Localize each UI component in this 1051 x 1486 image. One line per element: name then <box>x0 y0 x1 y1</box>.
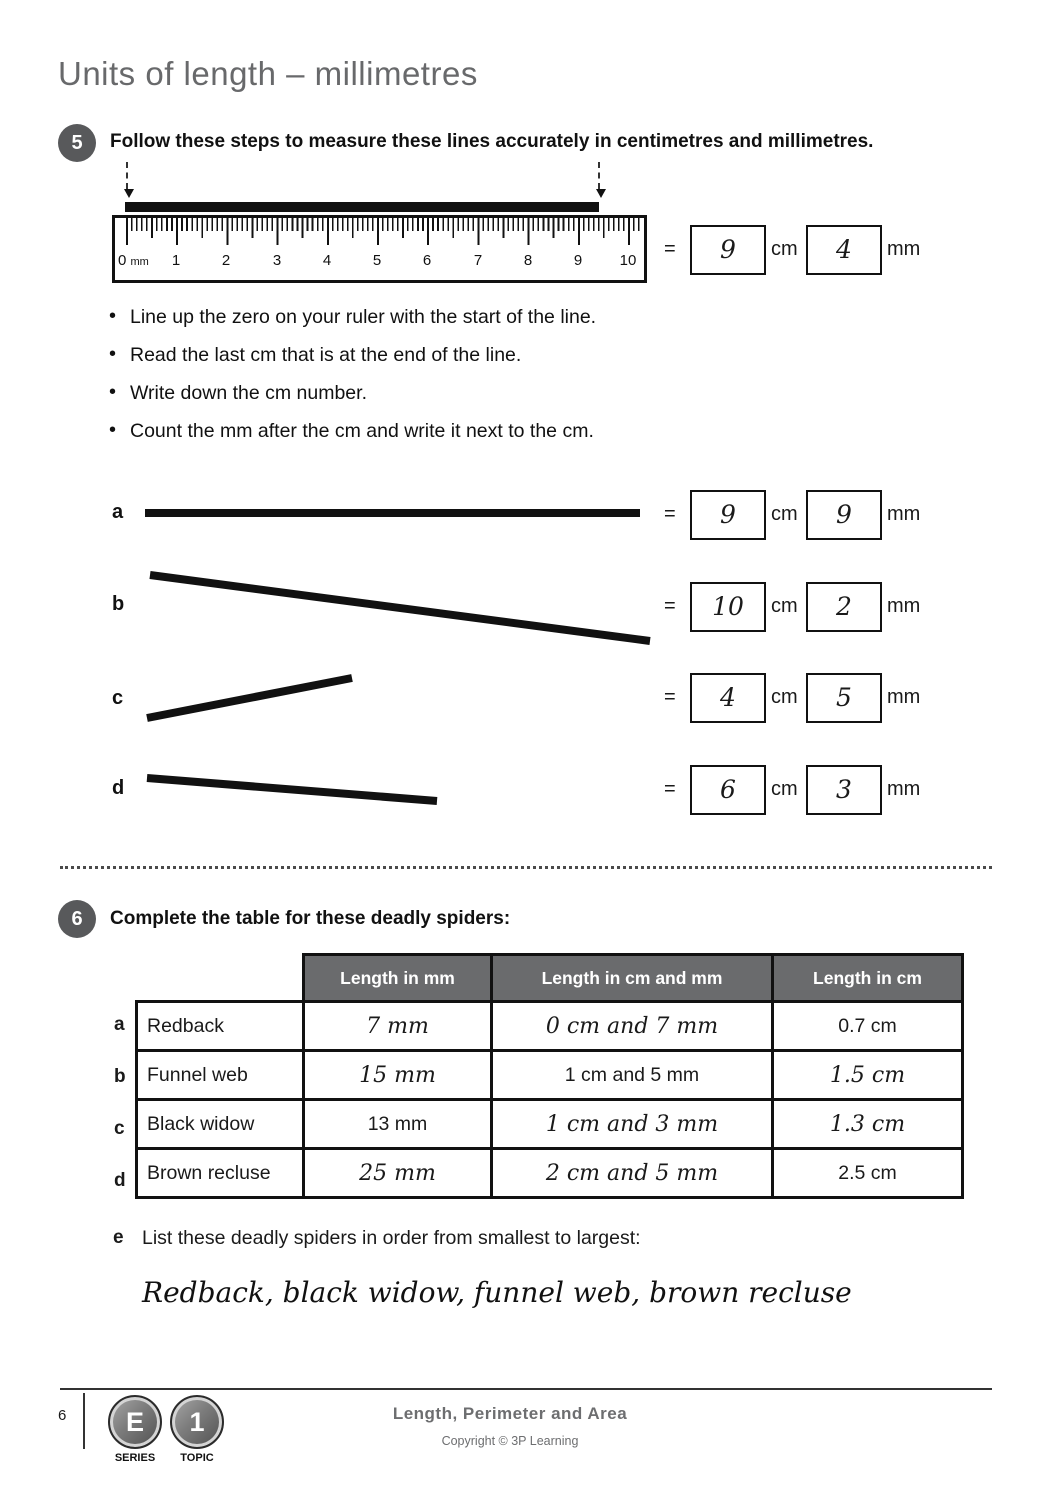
step-item: • Write down the cm number. <box>130 382 596 405</box>
spider-name-cell: Funnel web <box>137 1051 304 1100</box>
cm-unit-label: cm <box>771 595 798 617</box>
mm-value-cell[interactable]: 15 mm <box>304 1051 492 1100</box>
mm-value-cell[interactable]: 13 mm <box>304 1100 492 1149</box>
cm-unit-label: cm <box>771 686 798 708</box>
step-item: • Count the mm after the cm and write it next to the cm. <box>130 420 596 443</box>
line-label-d: d <box>112 777 125 799</box>
ruler-number-10: 10 <box>619 252 637 269</box>
answer-c-mm-box[interactable]: 5 <box>806 673 882 723</box>
table-row-label-b: b <box>114 1066 126 1087</box>
question-6-badge: 6 <box>58 900 96 938</box>
footer-copyright: Copyright © 3P Learning <box>441 1434 579 1448</box>
step-item: • Read the last cm that is at the end of the line. <box>130 344 596 367</box>
answer-a-mm-box[interactable]: 9 <box>806 490 882 540</box>
column-header-length-mm: Length in mm <box>304 955 492 1002</box>
answer-d-mm-box[interactable]: 3 <box>806 765 882 815</box>
mm-unit-label: mm <box>887 503 921 525</box>
mm-unit-label: mm <box>887 238 921 260</box>
measuring-steps-list <box>130 306 596 458</box>
ruler-number-5: 5 <box>372 252 382 269</box>
equals-sign: = <box>664 238 676 260</box>
footer-chapter-title: Length, Perimeter and Area <box>392 1404 628 1423</box>
answer-row-a <box>0 490 1051 540</box>
equals-sign: = <box>664 686 676 708</box>
answer-a-cm-box[interactable]: 9 <box>690 490 766 540</box>
item-e-label: e <box>113 1227 124 1248</box>
mm-value-cell[interactable]: 7 mm <box>304 1002 492 1051</box>
example-mm-answer-box[interactable]: 4 <box>806 225 882 275</box>
footer-divider <box>83 1393 85 1449</box>
cm-value-cell[interactable]: 1.5 cm <box>773 1051 963 1100</box>
equals-sign: = <box>664 503 676 525</box>
ruler-number-1: 1 <box>171 252 181 269</box>
end-marker-arrow-icon <box>598 162 600 189</box>
series-badge: E <box>108 1395 162 1449</box>
cm-and-mm-value-cell[interactable]: 1 cm and 5 mm <box>492 1051 773 1100</box>
mm-unit-label: mm <box>887 686 921 708</box>
table-row <box>137 1051 963 1100</box>
column-header-length-cm-and-mm: Length in cm and mm <box>492 955 773 1002</box>
footer-rule <box>60 1388 992 1390</box>
answer-b-cm-box[interactable]: 10 <box>690 582 766 632</box>
table-corner-cell <box>137 955 304 1002</box>
answer-c-cm-box[interactable]: 4 <box>690 673 766 723</box>
spider-name-cell: Redback <box>137 1002 304 1051</box>
topic-badge: 1 <box>170 1395 224 1449</box>
line-label-a: a <box>112 501 124 523</box>
mm-unit-label: mm <box>887 778 921 800</box>
ruler-number-2: 2 <box>221 252 231 269</box>
question-6-prompt: Complete the table for these deadly spiders: <box>110 908 511 929</box>
cm-unit-label: cm <box>771 778 798 800</box>
item-e-handwritten-answer[interactable]: Redback, black widow, funnel web, brown recluse <box>142 1276 852 1309</box>
cm-value-cell[interactable]: 0.7 cm <box>773 1002 963 1051</box>
page-title: Units of length – millimetres <box>58 55 478 92</box>
item-e-prompt: List these deadly spiders in order from smallest to largest: <box>142 1227 641 1249</box>
example-cm-answer-box[interactable]: 9 <box>690 225 766 275</box>
ruler-number-9: 9 <box>573 252 583 269</box>
ruler-number-3: 3 <box>272 252 282 269</box>
start-marker-arrow-icon <box>126 162 128 189</box>
dotted-divider <box>60 866 992 869</box>
cm-and-mm-value-cell[interactable]: 1 cm and 3 mm <box>492 1100 773 1149</box>
mm-unit-label: mm <box>887 595 921 617</box>
ruler-number-4: 4 <box>322 252 332 269</box>
measured-line-example <box>125 202 599 212</box>
topic-badge-label: TOPIC <box>180 1452 214 1464</box>
line-label-c: c <box>112 687 124 709</box>
example-answer-row <box>0 225 1051 275</box>
cm-unit-label: cm <box>771 238 798 260</box>
ruler-number-8: 8 <box>523 252 533 269</box>
cm-unit-label: cm <box>771 503 798 525</box>
equals-sign: = <box>664 778 676 800</box>
spider-table <box>135 953 964 1199</box>
series-badge-label: SERIES <box>114 1452 156 1464</box>
footer-page-number: 6 <box>58 1407 67 1424</box>
equals-sign: = <box>664 595 676 617</box>
cm-value-cell[interactable]: 2.5 cm <box>773 1149 963 1198</box>
spider-name-cell: Brown recluse <box>137 1149 304 1198</box>
mm-value-cell[interactable]: 25 mm <box>304 1149 492 1198</box>
cm-value-cell[interactable]: 1.3 cm <box>773 1100 963 1149</box>
table-row <box>137 1149 963 1198</box>
answer-b-mm-box[interactable]: 2 <box>806 582 882 632</box>
table-row-label-a: a <box>114 1014 125 1035</box>
line-label-b: b <box>112 593 125 615</box>
ruler-zero-label: 0 mm <box>118 252 149 269</box>
answer-d-cm-box[interactable]: 6 <box>690 765 766 815</box>
table-row <box>137 1002 963 1051</box>
question-5-badge: 5 <box>58 124 96 162</box>
column-header-length-cm: Length in cm <box>773 955 963 1002</box>
ruler-number-6: 6 <box>422 252 432 269</box>
table-header-row <box>137 955 963 1002</box>
table-row-label-c: c <box>114 1118 125 1139</box>
cm-and-mm-value-cell[interactable]: 0 cm and 7 mm <box>492 1002 773 1051</box>
cm-and-mm-value-cell[interactable]: 2 cm and 5 mm <box>492 1149 773 1198</box>
step-item: • Line up the zero on your ruler with the start of the line. <box>130 306 596 329</box>
answer-row-d <box>0 765 1051 815</box>
table-row <box>137 1100 963 1149</box>
answer-row-b <box>0 582 1051 632</box>
answer-row-c <box>0 673 1051 723</box>
ruler-number-7: 7 <box>473 252 483 269</box>
spider-name-cell: Black widow <box>137 1100 304 1149</box>
question-5-prompt: Follow these steps to measure these lines accurately in centimetres and millimetres. <box>110 131 874 152</box>
table-row-label-d: d <box>114 1170 126 1191</box>
